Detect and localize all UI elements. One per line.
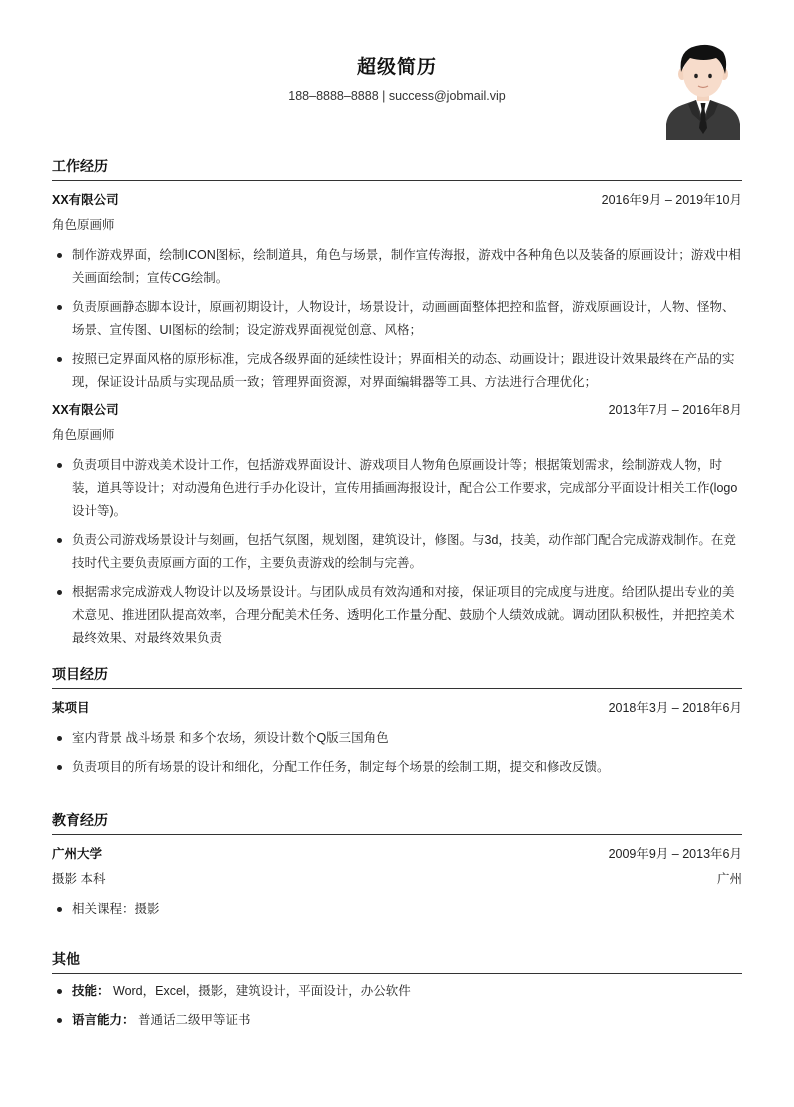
list-item (52, 1009, 742, 1032)
section-title: 项目经历 (52, 660, 742, 689)
project-section (52, 660, 742, 783)
work-section (52, 152, 742, 654)
major: 摄影 本科 (52, 872, 106, 886)
list-item: 相关课程：摄影 (52, 898, 742, 921)
school-details (52, 867, 742, 892)
job-date: 2013年7月 – 2016年8月 (608, 403, 742, 417)
other-bullets (52, 980, 742, 1032)
list-item: 室内背景 战斗场景 和多个农场，须设计数个Q版三国角色 (52, 727, 742, 750)
project-bullets (52, 727, 742, 779)
company-name: XX有限公司 (52, 403, 119, 417)
contact-info: 188–8888–8888 | success@jobmail.vip (288, 89, 506, 103)
item-label: 语言能力： (72, 1013, 135, 1027)
list-item: 负责项目中游戏美术设计工作，包括游戏界面设计、游戏项目人物角色原画设计等；根据策划需求，绘制游戏人物，时装，道具等设计；对动漫角色进行手办化设计，宣传用插画海报设计，配合公工作要求，完成部分平面设计相关工作(logo设计等)。 (52, 454, 742, 523)
list-item: 负责项目的所有场景的设计和细化，分配工作任务，制定每个场景的绘制工期，提交和修改反馈。 (52, 756, 742, 779)
education-section (52, 806, 742, 925)
company-name: XX有限公司 (52, 193, 119, 207)
section-title: 教育经历 (52, 806, 742, 835)
school-location: 广州 (716, 872, 742, 886)
education-bullets (52, 898, 742, 921)
school-header (52, 842, 742, 867)
list-item: 负责公司游戏场景设计与刻画，包括气氛图，规划图，建筑设计，修图。与3d，技美，动作部门配合完成游戏制作。在竞技时代主要负责原画方面的工作，主要负责游戏的绘制与完善。 (52, 529, 742, 575)
list-item: 负责原画静态脚本设计，原画初期设计，人物设计，场景设计，动画画面整体把控和监督，游戏原画设计，人物、怪物、场景、宣传图、UI图标的绘制；设定游戏界面视觉创意、风格； (52, 296, 742, 342)
other-section (52, 945, 742, 1036)
list-item: 按照已定界面风格的原形标准，完成各级界面的延续性设计；界面相关的动态、动画设计；跟进设计效果最终在产品的实现，保证设计品质与实现品质一致；管理界面资源，对界面编辑器等工具、方法进行合理优化； (52, 348, 742, 394)
item-label: 技能： (72, 984, 110, 998)
project-date: 2018年3月 – 2018年6月 (608, 701, 742, 715)
project-header (52, 696, 742, 721)
list-item: 根据需求完成游戏人物设计以及场景设计。与团队成员有效沟通和对接，保证项目的完成度与进度。给团队提出专业的美术意见、推进团队提高效率，合理分配美术任务、透明化工作量分配、鼓励个人绩效成就。调动团队积极性，并把控美术最终效果、对最终效果负责 (52, 581, 742, 650)
resume-name: 超级简历 (356, 57, 437, 78)
job-bullets (52, 454, 742, 650)
project-name: 某项目 (52, 701, 90, 715)
item-text: Word，Excel，摄影，建筑设计，平面设计，办公软件 (113, 984, 411, 998)
resume-header (52, 0, 742, 140)
avatar-icon (666, 42, 740, 140)
section-title: 其他 (52, 945, 742, 974)
school-name: 广州大学 (52, 847, 103, 861)
job-date: 2016年9月 – 2019年10月 (601, 193, 742, 207)
school-date: 2009年9月 – 2013年6月 (608, 847, 742, 861)
item-text: 普通话二级甲等证书 (138, 1013, 251, 1027)
section-title: 工作经历 (52, 152, 742, 181)
job-header (52, 188, 742, 213)
resume-page (52, 0, 742, 1027)
job-header (52, 398, 742, 423)
job-role: 角色原画师 (52, 218, 115, 232)
job-bullets (52, 244, 742, 394)
job-role: 角色原画师 (52, 428, 115, 442)
list-item (52, 980, 742, 1003)
list-item: 制作游戏界面，绘制ICON图标，绘制道具，角色与场景，制作宣传海报，游戏中各种角色以及装备的原画设计；游戏中相关画面绘制；宣传CG绘制。 (52, 244, 742, 290)
